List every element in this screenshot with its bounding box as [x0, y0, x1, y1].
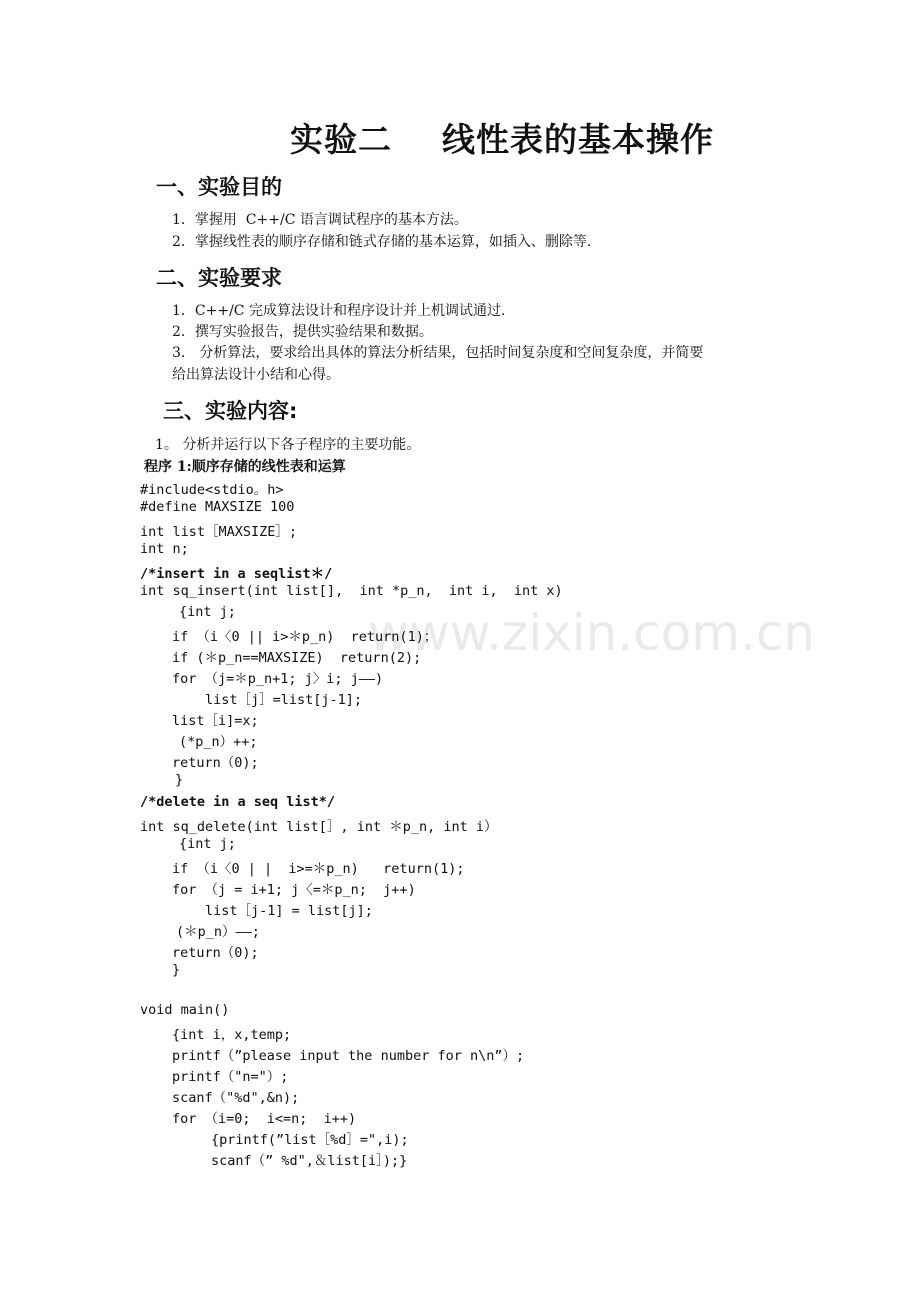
code-line: list［j］=list[j-1];	[205, 692, 363, 708]
code-line: return（0);	[172, 945, 259, 961]
code-line: printf（"n="）;	[172, 1069, 289, 1085]
code-line: for （j = i+1; j〈=＊p_n; j++)	[172, 882, 416, 898]
code-line: if （i〈0 | | i>=＊p_n) return(1);	[172, 861, 465, 877]
code-line: int sq_insert(int list[], int *p_n, int i, int x)	[140, 583, 563, 599]
code-line: {int j;	[179, 836, 236, 852]
section-heading-requirements: 二、实验要求	[156, 266, 282, 290]
code-line: #define MAXSIZE 100	[140, 499, 295, 515]
requirement-item-3: 3． 分析算法，要求给出具体的算法分析结果，包括时间复杂度和空间复杂度，并简要	[172, 345, 704, 361]
code-line: if (＊p_n==MAXSIZE) return(2);	[172, 650, 422, 666]
code-line: for （j=＊p_n+1; j〉i; j——)	[172, 671, 384, 687]
code-line: #include<stdio。h>	[140, 482, 284, 498]
watermark: www.zixin.com.cn	[368, 604, 816, 662]
code-comment: /*delete in a seq list*/	[140, 794, 336, 810]
requirement-item-3-cont: 给出算法设计小结和心得。	[172, 367, 340, 383]
code-line: scanf（"%d",&n);	[172, 1090, 300, 1106]
program-title: 程序 1:顺序存储的线性表和运算	[144, 459, 346, 475]
section-heading-purpose: 一、实验目的	[156, 175, 282, 199]
code-line: int sq_delete(int list[］, int ＊p_n, int i）	[140, 819, 498, 835]
code-line: int list［MAXSIZE］;	[140, 524, 298, 540]
document-title: 实验二 线性表的基本操作	[290, 120, 714, 159]
purpose-item-2: 2．掌握线性表的顺序存储和链式存储的基本运算，如插入、删除等.	[172, 234, 592, 250]
code-line: list［i]=x;	[172, 713, 259, 729]
code-line: printf（”please input the number for n\n”）;	[172, 1048, 525, 1064]
code-line: for （i=0; i<=n; i++)	[172, 1111, 357, 1127]
code-line: }	[172, 962, 181, 978]
code-line: (＊p_n）——;	[176, 924, 260, 940]
code-line: {printf(”list［%d］=",i);	[211, 1132, 409, 1148]
code-line: void main()	[140, 1002, 230, 1018]
section-heading-content: 三、实验内容:	[163, 399, 298, 423]
code-line: scanf（” %d",＆list[i］);}	[211, 1153, 408, 1169]
requirement-item-1: 1．C++/C 完成算法设计和程序设计并上机调试通过.	[172, 303, 506, 319]
code-line: {int i，x,temp;	[172, 1027, 292, 1043]
requirement-item-2: 2．撰写实验报告，提供实验结果和数据。	[172, 324, 433, 340]
code-line: return（0);	[172, 755, 259, 771]
code-line: }	[175, 772, 184, 788]
purpose-item-1: 1．掌握用 C++/C 语言调试程序的基本方法。	[172, 212, 468, 228]
content-intro: 1。 分析并运行以下各子程序的主要功能。	[155, 437, 421, 453]
code-line: list［j-1] = list[j];	[205, 903, 373, 919]
code-line: {int j;	[179, 604, 236, 620]
code-line: int n;	[140, 541, 189, 557]
code-line: if （i〈0 || i>＊p_n) return(1)；	[172, 629, 438, 645]
code-line: (*p_n）++;	[179, 734, 258, 750]
code-comment: /*insert in a seqlist＊/	[140, 566, 333, 582]
